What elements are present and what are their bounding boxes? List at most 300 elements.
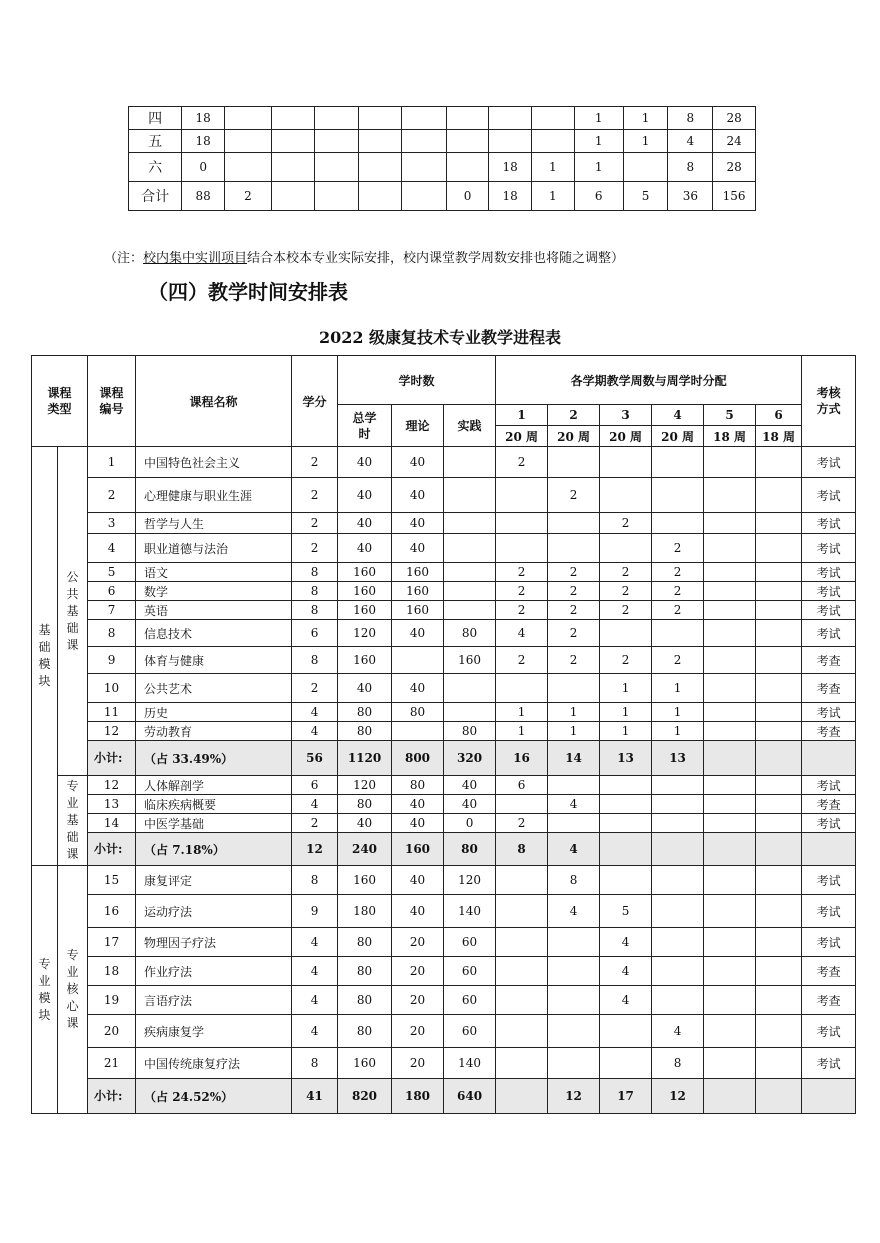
course-theory-hours: 40 <box>392 620 444 647</box>
semester-2-hours <box>548 957 600 986</box>
course-row <box>32 478 856 513</box>
header-semester-4: 4 <box>652 405 704 426</box>
subtotal-semester-6 <box>756 741 802 776</box>
semester-5-hours <box>704 674 756 703</box>
header-semester-5: 5 <box>704 405 756 426</box>
semester-5-hours <box>704 957 756 986</box>
header-semester-2: 2 <box>548 405 600 426</box>
course-total-hours: 160 <box>338 582 392 601</box>
subtotal-exam <box>802 1079 856 1114</box>
group-pro-basic-char: 专 <box>66 779 79 793</box>
course-row <box>32 866 856 895</box>
group-public-char: 共 <box>66 586 79 601</box>
semester-3-hours: 2 <box>600 601 652 620</box>
semester-1-hours <box>496 928 548 957</box>
summary-cell <box>446 107 489 130</box>
subtotal-row <box>32 1079 856 1114</box>
course-code: 1 <box>88 447 136 478</box>
course-credit: 8 <box>292 582 338 601</box>
course-name: 历史 <box>136 703 292 722</box>
summary-cell <box>401 107 446 130</box>
course-theory-hours: 40 <box>392 513 444 534</box>
summary-cell: 18 <box>182 130 225 153</box>
semester-1-hours <box>496 513 548 534</box>
course-practice-hours <box>444 534 496 563</box>
summary-row <box>129 107 756 130</box>
group-pro-core-char: 专 <box>66 948 79 962</box>
course-theory-hours: 40 <box>392 795 444 814</box>
header-semesters: 各学期教学周数与周学时分配 <box>496 356 802 405</box>
course-credit: 4 <box>292 795 338 814</box>
course-row <box>32 447 856 478</box>
course-row <box>32 601 856 620</box>
summary-row <box>129 153 756 182</box>
subtotal-row <box>32 741 856 776</box>
semester-2-hours <box>548 928 600 957</box>
subtotal-practice: 640 <box>444 1079 496 1114</box>
semester-5-hours <box>704 928 756 957</box>
group-pro-core-char: 业 <box>66 965 79 979</box>
semester-6-hours <box>756 513 802 534</box>
subtotal-label: 小计: <box>88 741 136 776</box>
course-total-hours: 160 <box>338 647 392 674</box>
semester-2-hours: 2 <box>548 478 600 513</box>
group-pro-core-char: 心 <box>66 999 79 1013</box>
course-credit: 2 <box>292 814 338 833</box>
summary-row-label: 合计 <box>129 182 182 211</box>
summary-cell <box>271 182 314 211</box>
header-semester-6: 6 <box>756 405 802 426</box>
course-row <box>32 620 856 647</box>
semester-2-hours <box>548 447 600 478</box>
course-row <box>32 703 856 722</box>
group-public-char: 础 <box>66 620 79 635</box>
course-total-hours: 80 <box>338 722 392 741</box>
semester-5-hours <box>704 703 756 722</box>
subtotal-row <box>32 833 856 866</box>
summary-cell <box>359 182 402 211</box>
semester-1-hours <box>496 478 548 513</box>
semester-2-hours: 2 <box>548 620 600 647</box>
subtotal-semester-5 <box>704 1079 756 1114</box>
course-theory-hours: 20 <box>392 1015 444 1048</box>
semester-1-hours: 2 <box>496 601 548 620</box>
course-credit: 8 <box>292 866 338 895</box>
course-theory-hours: 80 <box>392 703 444 722</box>
course-row <box>32 1048 856 1079</box>
semester-1-hours <box>496 1015 548 1048</box>
module-basic-char: 块 <box>38 674 51 688</box>
course-theory-hours: 40 <box>392 447 444 478</box>
course-exam-method: 考试 <box>802 703 856 722</box>
semester-3-hours <box>600 1015 652 1048</box>
header-credit: 学分 <box>292 356 338 447</box>
course-exam-method: 考查 <box>802 674 856 703</box>
semester-3-hours <box>600 1048 652 1079</box>
semester-4-hours <box>652 928 704 957</box>
course-code: 16 <box>88 895 136 928</box>
course-total-hours: 120 <box>338 620 392 647</box>
subtotal-semester-3: 13 <box>600 741 652 776</box>
course-practice-hours: 160 <box>444 647 496 674</box>
course-credit: 2 <box>292 674 338 703</box>
course-code: 17 <box>88 928 136 957</box>
summary-cell <box>224 107 271 130</box>
semester-6-hours <box>756 866 802 895</box>
subtotal-theory: 160 <box>392 833 444 866</box>
course-total-hours: 40 <box>338 447 392 478</box>
subtotal-percent: （占 24.52%） <box>136 1079 292 1114</box>
course-name: 劳动教育 <box>136 722 292 741</box>
course-exam-method: 考试 <box>802 895 856 928</box>
semester-3-hours: 5 <box>600 895 652 928</box>
course-exam-method: 考试 <box>802 814 856 833</box>
course-name: 公共艺术 <box>136 674 292 703</box>
semester-4-hours <box>652 957 704 986</box>
course-practice-hours <box>444 513 496 534</box>
course-exam-method: 考试 <box>802 776 856 795</box>
course-exam-method: 考试 <box>802 1015 856 1048</box>
semester-3-hours <box>600 866 652 895</box>
course-practice-hours: 80 <box>444 620 496 647</box>
course-name: 康复评定 <box>136 866 292 895</box>
subtotal-semester-2: 4 <box>548 833 600 866</box>
course-name: 运动疗法 <box>136 895 292 928</box>
header-weeks-6: 18 周 <box>756 426 802 447</box>
course-code: 7 <box>88 601 136 620</box>
semester-1-hours: 2 <box>496 447 548 478</box>
course-code: 4 <box>88 534 136 563</box>
course-practice-hours <box>444 563 496 582</box>
course-exam-method: 考查 <box>802 795 856 814</box>
course-code: 8 <box>88 620 136 647</box>
subtotal-credit: 56 <box>292 741 338 776</box>
course-code: 12 <box>88 722 136 741</box>
subtotal-semester-6 <box>756 1079 802 1114</box>
course-name: 人体解剖学 <box>136 776 292 795</box>
summary-cell <box>224 130 271 153</box>
semester-5-hours <box>704 776 756 795</box>
summary-cell: 1 <box>531 182 574 211</box>
module-basic-char: 模 <box>38 657 51 671</box>
subtotal-percent: （占 33.49%） <box>136 741 292 776</box>
module-basic <box>32 447 58 866</box>
course-name: 中国传统康复疗法 <box>136 1048 292 1079</box>
semester-5-hours <box>704 795 756 814</box>
course-exam-method: 考试 <box>802 447 856 478</box>
course-exam-method: 考查 <box>802 722 856 741</box>
course-exam-method: 考试 <box>802 866 856 895</box>
course-credit: 2 <box>292 478 338 513</box>
course-total-hours: 40 <box>338 814 392 833</box>
course-total-hours: 80 <box>338 986 392 1015</box>
course-theory-hours: 20 <box>392 957 444 986</box>
group-pro-core-char: 核 <box>66 982 79 996</box>
summary-cell <box>271 153 314 182</box>
course-code: 3 <box>88 513 136 534</box>
course-credit: 4 <box>292 1015 338 1048</box>
subtotal-semester-1: 8 <box>496 833 548 866</box>
semester-4-hours: 1 <box>652 722 704 741</box>
semester-5-hours <box>704 620 756 647</box>
header-hours: 学时数 <box>338 356 496 405</box>
semester-2-hours: 4 <box>548 795 600 814</box>
summary-cell: 28 <box>713 153 756 182</box>
semester-6-hours <box>756 722 802 741</box>
course-practice-hours: 0 <box>444 814 496 833</box>
course-exam-method: 考试 <box>802 928 856 957</box>
header-weeks-4: 20 周 <box>652 426 704 447</box>
semester-2-hours <box>548 513 600 534</box>
semester-3-hours <box>600 620 652 647</box>
course-row <box>32 534 856 563</box>
semester-4-hours: 1 <box>652 674 704 703</box>
summary-cell: 2 <box>224 182 271 211</box>
course-practice-hours: 80 <box>444 722 496 741</box>
summary-cell: 156 <box>713 182 756 211</box>
course-row <box>32 647 856 674</box>
semester-1-hours <box>496 986 548 1015</box>
semester-4-hours: 2 <box>652 563 704 582</box>
course-code: 6 <box>88 582 136 601</box>
course-total-hours: 40 <box>338 674 392 703</box>
header-weeks-1: 20 周 <box>496 426 548 447</box>
semester-1-hours: 2 <box>496 582 548 601</box>
semester-6-hours <box>756 986 802 1015</box>
course-row <box>32 895 856 928</box>
semester-2-hours <box>548 1015 600 1048</box>
course-practice-hours <box>444 582 496 601</box>
semester-2-hours <box>548 534 600 563</box>
course-total-hours: 40 <box>338 478 392 513</box>
subtotal-semester-2: 14 <box>548 741 600 776</box>
course-total-hours: 160 <box>338 866 392 895</box>
course-credit: 8 <box>292 563 338 582</box>
semester-3-hours: 1 <box>600 722 652 741</box>
table-title: 2022 级康复技术专业教学进程表 <box>318 328 562 347</box>
semester-6-hours <box>756 1015 802 1048</box>
semester-6-hours <box>756 1048 802 1079</box>
summary-cell <box>359 130 402 153</box>
semester-1-hours: 6 <box>496 776 548 795</box>
course-total-hours: 80 <box>338 795 392 814</box>
semester-2-hours: 4 <box>548 895 600 928</box>
course-practice-hours: 140 <box>444 1048 496 1079</box>
note-underlined: 校内集中实训项目 <box>143 251 248 266</box>
semester-3-hours: 2 <box>600 563 652 582</box>
summary-cell: 4 <box>668 130 713 153</box>
course-theory-hours: 40 <box>392 534 444 563</box>
subtotal-credit: 41 <box>292 1079 338 1114</box>
section-title: （四）教学时间安排表 <box>148 280 348 304</box>
module-professional-char: 业 <box>38 973 51 988</box>
course-code: 21 <box>88 1048 136 1079</box>
course-theory-hours: 80 <box>392 776 444 795</box>
summary-cell: 18 <box>182 107 225 130</box>
semester-6-hours <box>756 703 802 722</box>
semester-4-hours: 1 <box>652 703 704 722</box>
course-name: 心理健康与职业生涯 <box>136 478 292 513</box>
course-name: 临床疾病概要 <box>136 795 292 814</box>
semester-4-hours <box>652 795 704 814</box>
course-theory-hours: 40 <box>392 478 444 513</box>
group-pro-basic-char: 基 <box>66 813 79 827</box>
course-credit: 4 <box>292 722 338 741</box>
semester-5-hours <box>704 722 756 741</box>
note-text <box>104 247 624 266</box>
group-pro-basic-char: 业 <box>66 796 79 810</box>
module-professional-char: 块 <box>38 1007 51 1022</box>
semester-6-hours <box>756 534 802 563</box>
course-row <box>32 722 856 741</box>
course-practice-hours: 60 <box>444 1015 496 1048</box>
semester-4-hours: 2 <box>652 582 704 601</box>
course-credit: 4 <box>292 703 338 722</box>
subtotal-total: 820 <box>338 1079 392 1114</box>
semester-1-hours: 2 <box>496 563 548 582</box>
course-exam-method: 考试 <box>802 563 856 582</box>
subtotal-credit: 12 <box>292 833 338 866</box>
semester-4-hours: 4 <box>652 1015 704 1048</box>
course-exam-method: 考试 <box>802 1048 856 1079</box>
note-suffix: 结合本校本专业实际安排，校内课堂教学周数安排也将随之调整） <box>247 251 625 266</box>
module-professional <box>32 866 58 1114</box>
course-total-hours: 160 <box>338 1048 392 1079</box>
subtotal-semester-2: 12 <box>548 1079 600 1114</box>
semester-2-hours: 2 <box>548 563 600 582</box>
summary-row-label: 五 <box>129 130 182 153</box>
course-code: 20 <box>88 1015 136 1048</box>
course-theory-hours: 40 <box>392 814 444 833</box>
course-practice-hours <box>444 703 496 722</box>
semester-6-hours <box>756 795 802 814</box>
semester-5-hours <box>704 513 756 534</box>
semester-4-hours <box>652 776 704 795</box>
subtotal-practice: 320 <box>444 741 496 776</box>
semester-4-hours: 2 <box>652 534 704 563</box>
semester-3-hours <box>600 776 652 795</box>
course-code: 5 <box>88 563 136 582</box>
semester-3-hours: 2 <box>600 513 652 534</box>
course-theory-hours <box>392 722 444 741</box>
semester-6-hours <box>756 928 802 957</box>
subtotal-label: 小计: <box>88 833 136 866</box>
semester-6-hours <box>756 674 802 703</box>
semester-2-hours <box>548 814 600 833</box>
semester-3-hours: 1 <box>600 703 652 722</box>
course-row <box>32 814 856 833</box>
course-name: 中医学基础 <box>136 814 292 833</box>
group-public-char: 公 <box>66 569 79 584</box>
course-total-hours: 40 <box>338 513 392 534</box>
semester-5-hours <box>704 1015 756 1048</box>
course-row <box>32 928 856 957</box>
course-exam-method: 考试 <box>802 601 856 620</box>
course-practice-hours <box>444 447 496 478</box>
summary-cell <box>271 130 314 153</box>
course-row <box>32 957 856 986</box>
course-credit: 9 <box>292 895 338 928</box>
semester-5-hours <box>704 866 756 895</box>
summary-cell: 1 <box>574 153 623 182</box>
header-row <box>32 356 856 405</box>
semester-3-hours <box>600 534 652 563</box>
semester-4-hours: 8 <box>652 1048 704 1079</box>
summary-row-label: 四 <box>129 107 182 130</box>
group-public <box>58 447 88 776</box>
semester-4-hours: 2 <box>652 601 704 620</box>
header-weeks-3: 20 周 <box>600 426 652 447</box>
course-credit: 6 <box>292 776 338 795</box>
summary-row <box>129 130 756 153</box>
semester-1-hours <box>496 534 548 563</box>
semester-3-hours <box>600 447 652 478</box>
module-professional-char: 模 <box>38 990 51 1005</box>
group-pro-basic <box>58 776 88 866</box>
semester-6-hours <box>756 814 802 833</box>
course-theory-hours <box>392 647 444 674</box>
semester-2-hours: 2 <box>548 582 600 601</box>
semester-5-hours <box>704 563 756 582</box>
course-theory-hours: 40 <box>392 674 444 703</box>
week-summary-table <box>128 106 756 211</box>
course-row <box>32 776 856 795</box>
summary-cell: 1 <box>574 107 623 130</box>
semester-3-hours <box>600 478 652 513</box>
course-practice-hours: 60 <box>444 986 496 1015</box>
course-theory-hours: 160 <box>392 563 444 582</box>
course-credit: 2 <box>292 513 338 534</box>
course-total-hours: 180 <box>338 895 392 928</box>
semester-6-hours <box>756 620 802 647</box>
course-total-hours: 80 <box>338 1015 392 1048</box>
summary-cell <box>401 130 446 153</box>
subtotal-theory: 800 <box>392 741 444 776</box>
course-code: 13 <box>88 795 136 814</box>
subtotal-theory: 180 <box>392 1079 444 1114</box>
semester-1-hours: 1 <box>496 703 548 722</box>
summary-row <box>129 182 756 211</box>
course-row <box>32 795 856 814</box>
summary-cell <box>401 153 446 182</box>
course-practice-hours: 140 <box>444 895 496 928</box>
semester-6-hours <box>756 957 802 986</box>
semester-3-hours: 2 <box>600 647 652 674</box>
summary-cell <box>401 182 446 211</box>
course-exam-method: 考试 <box>802 620 856 647</box>
course-exam-method: 考查 <box>802 647 856 674</box>
course-name: 哲学与人生 <box>136 513 292 534</box>
semester-6-hours <box>756 582 802 601</box>
course-practice-hours: 60 <box>444 928 496 957</box>
semester-6-hours <box>756 776 802 795</box>
semester-1-hours <box>496 866 548 895</box>
semester-4-hours <box>652 895 704 928</box>
subtotal-exam <box>802 833 856 866</box>
course-code: 11 <box>88 703 136 722</box>
course-practice-hours: 120 <box>444 866 496 895</box>
summary-cell: 0 <box>446 182 489 211</box>
course-exam-method: 考试 <box>802 534 856 563</box>
subtotal-semester-5 <box>704 833 756 866</box>
semester-3-hours: 2 <box>600 582 652 601</box>
course-exam-method: 考查 <box>802 957 856 986</box>
semester-3-hours: 1 <box>600 674 652 703</box>
course-credit: 4 <box>292 986 338 1015</box>
semester-4-hours <box>652 620 704 647</box>
semester-1-hours: 2 <box>496 814 548 833</box>
semester-6-hours <box>756 563 802 582</box>
